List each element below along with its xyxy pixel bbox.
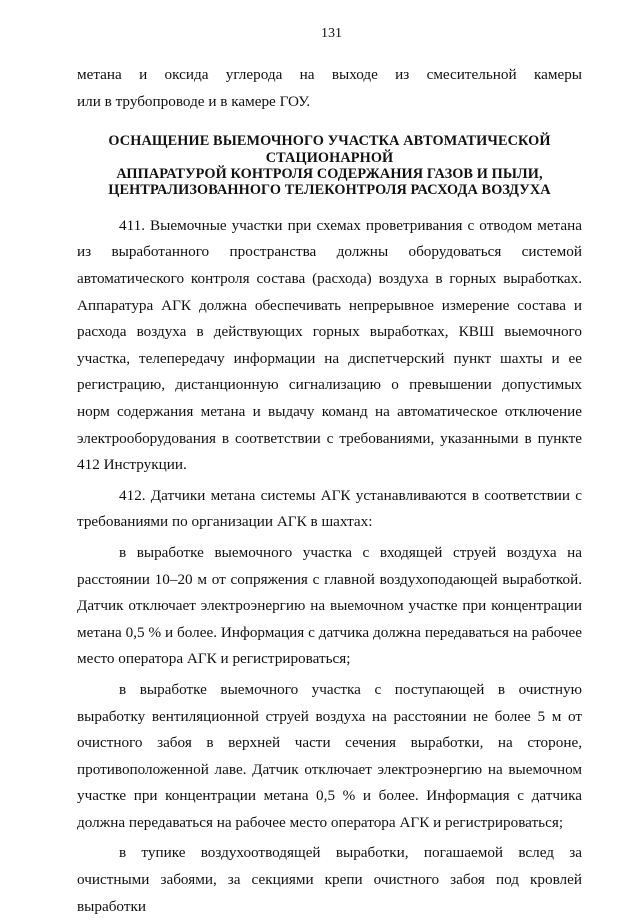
heading-line-1: ОСНАЩЕНИЕ ВЫЕМОЧНОГО УЧАСТКА АВТОМАТИЧЕСКОЙ СТАЦИОНАРНОЙ — [108, 133, 551, 166]
intro-line-2: или в трубопроводе и в камере ГОУ. — [77, 92, 311, 110]
page-number: 131 — [321, 26, 342, 41]
intro-line-1: метана и оксида углерода на выходе из смесительной камеры — [77, 66, 582, 83]
document-body — [77, 62, 582, 920]
paragraph-412-item-3: в тупике воздухоотводящей выработки, погашаемой вслед за очистными забоями, за секциями крепи очистного забоя под кровлей выработки — [77, 844, 582, 915]
paragraph-412-item-1: в выработке выемочного участка с входящей струей воздуха на расстоянии 10–20 м от сопряжения с главной воздухоподающей выработкой. Датчик отключает электроэнергию на выемочном участке при концентрации метана 0,5 % и более. Информация с датчика должна передаваться на рабочее место оператора АГК и регистрироваться; — [77, 543, 582, 668]
paragraph-411: 411. Выемочные участки при схемах проветривания с отводом метана из выработанного пространства должны оборудоваться системой автоматического контроля состава (расхода) воздуха в горных выработках. Аппаратура АГК должна обеспечивать непрерывное измерение состава и расхода воздуха в действующих горных выработках, КВШ выемочного участка, телепередачу информации на диспетчерский пункт шахты и ее регистрацию, дистанционную сигнализацию о превышении допустимых норм содержания метана и выдачу команд на автоматическое отключение электрооборудования в соответствии с требованиями, указанными в пункте 412 Инструкции. — [77, 216, 582, 474]
paragraph-412: 412. Датчики метана системы АГК устанавливаются в соответствии с требованиями по организации АГК в шахтах: — [77, 486, 582, 531]
heading-line-3: ЦЕНТРАЛИЗОВАННОГО ТЕЛЕКОНТРОЛЯ РАСХОДА ВОЗДУХА — [108, 182, 551, 199]
paragraph-412-item-2: в выработке выемочного участка с поступающей в очистную выработку вентиляционной струей воздуха на расстоянии не более 5 м от очистного забоя в верхней части сечения выработки, на стороне, противоположенной лаве. Датчик отключает электроэнергию на выемочном участке при концентрации метана 0,5 % и более. Информация с датчика должна передаваться на рабочее место оператора АГК и регистрироваться; — [77, 680, 582, 831]
section-heading — [77, 133, 582, 199]
heading-line-2: АППАРАТУРОЙ КОНТРОЛЯ СОДЕРЖАНИЯ ГАЗОВ И ПЫЛИ, — [116, 166, 543, 182]
